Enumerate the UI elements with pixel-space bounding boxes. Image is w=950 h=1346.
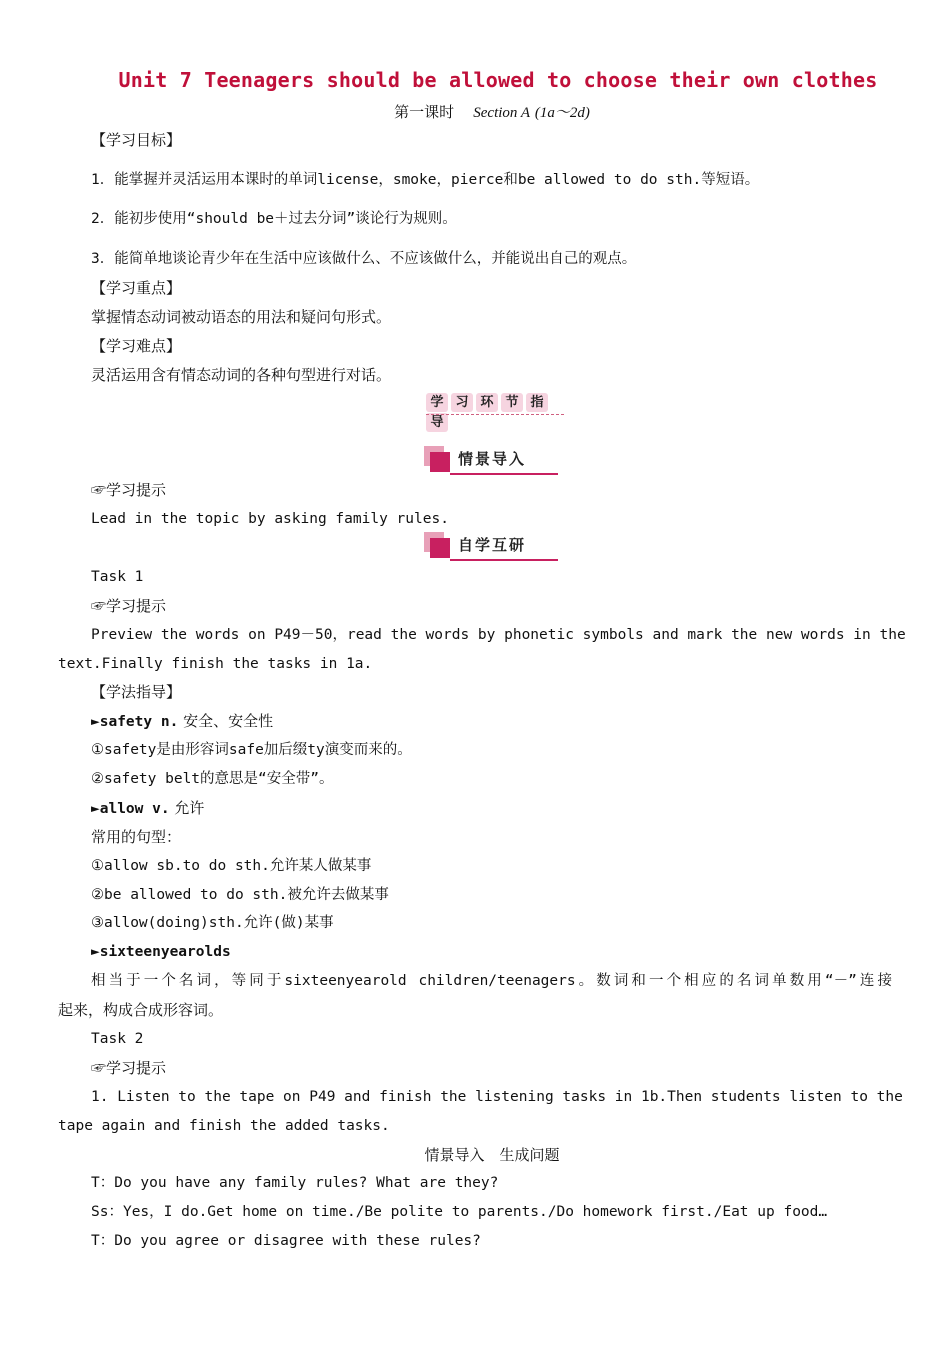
section-range: (1a～2d) [534,105,590,121]
section-header-intro [424,446,558,474]
word-safety [91,711,892,732]
section-name: Section A [473,105,531,121]
difficulty-heading: 【学习难点】 [91,337,182,355]
word-allow [91,798,892,819]
dialogue-line: T：Do you agree or disagree with these rules? [91,1233,481,1249]
difficulty-text: 灵活运用含有情态动词的各种句型进行对话。 [91,366,392,384]
focus-text: 掌握情态动词被动语态的用法和疑问句形式。 [91,308,392,326]
goal-item-3: 3．能简单地谈论青少年在生活中应该做什么、不应该做什么，并能说出自己的观点。 [91,251,637,267]
banner-char: 学 [426,393,448,412]
banner-char: 习 [451,393,473,412]
scenario-heading: 情景导入 生成问题 [424,1146,560,1164]
pattern-item: ①allow sb.to do sth.允许某人做某事 [91,858,372,874]
dialogue-line: T：Do you have any family rules? What are they? [91,1175,499,1191]
task2-paragraph-line2: tape again and finish the added tasks. [58,1118,390,1134]
method-guide-heading: 【学法指导】 [91,683,182,701]
task1-hint-heading: ☞学习提示 [91,597,167,615]
guide-banner [426,392,564,430]
focus-heading: 【学习重点】 [91,279,182,297]
dialogue-line: Ss：Yes，I do.Get home on time./Be polite to parents./Do homework first./Eat up food… [91,1204,828,1220]
task1-title: Task 1 [91,569,144,585]
word-note-line2: 起来，构成合成形容词。 [58,1001,224,1019]
task2-paragraph-line1: 1. Listen to the tape on P49 and finish the listening tasks in 1b.Then students listen to the [91,1089,903,1105]
word-note: ①safety是由形容词safe加后缀ty演变而来的。 [91,742,412,758]
word-meaning: 允许 [174,799,205,817]
pattern-item: ②be allowed to do sth.被允许去做某事 [91,887,389,903]
task2-title: Task 2 [91,1031,144,1047]
section-header-self-study [424,532,558,560]
banner-char: 导 [426,413,448,432]
word-sixteen-year-olds: ►sixteenyearolds [91,944,231,960]
word-head: ►allow v. [91,801,170,817]
lesson-number: 第一课时 [394,103,455,121]
section-square-icon [430,452,450,472]
banner-char: 节 [501,393,523,412]
section-label: 自学互研 [458,536,527,554]
word-meaning: 安全、安全性 [183,712,274,730]
unit-title: Unit 7 Teenagers should be allowed to choose their own clothes [118,68,878,92]
lesson-subtitle [0,101,950,122]
goal-item-2: 2．能初步使用“should be＋过去分词”谈论行为规则。 [91,211,457,227]
word-note-line1: 相当于一个名词，等同于sixteenyearold children/teenagers。数词和一个相应的名词单数用“－”连接 [91,973,892,989]
section-underline [450,473,558,475]
goal-item-1: 1．能掌握并灵活运用本课时的单词license，smoke，pierce和be allowed to do sth.等短语。 [91,172,760,188]
section-underline [450,559,558,561]
pattern-intro: 常用的句型： [91,828,182,846]
banner-char: 环 [476,393,498,412]
word-note: ②safety belt的意思是“安全带”。 [91,771,334,787]
task1-paragraph-line2: text.Finally finish the tasks in 1a. [58,656,373,672]
section-square-icon [430,538,450,558]
word-head: ►safety n. [91,714,179,730]
intro-hint-text: Lead in the topic by asking family rules. [91,511,449,527]
task1-paragraph-line1: Preview the words on P49－50，read the words by phonetic symbols and mark the new words in the [91,627,906,643]
intro-hint-heading: ☞学习提示 [91,481,167,499]
goals-heading: 【学习目标】 [91,131,182,149]
pattern-item: ③allow(doing)sth.允许(做)某事 [91,915,334,931]
banner-char: 指 [526,393,548,412]
banner-divider [426,414,564,415]
task2-hint-heading: ☞学习提示 [91,1059,167,1077]
section-label: 情景导入 [458,450,527,468]
